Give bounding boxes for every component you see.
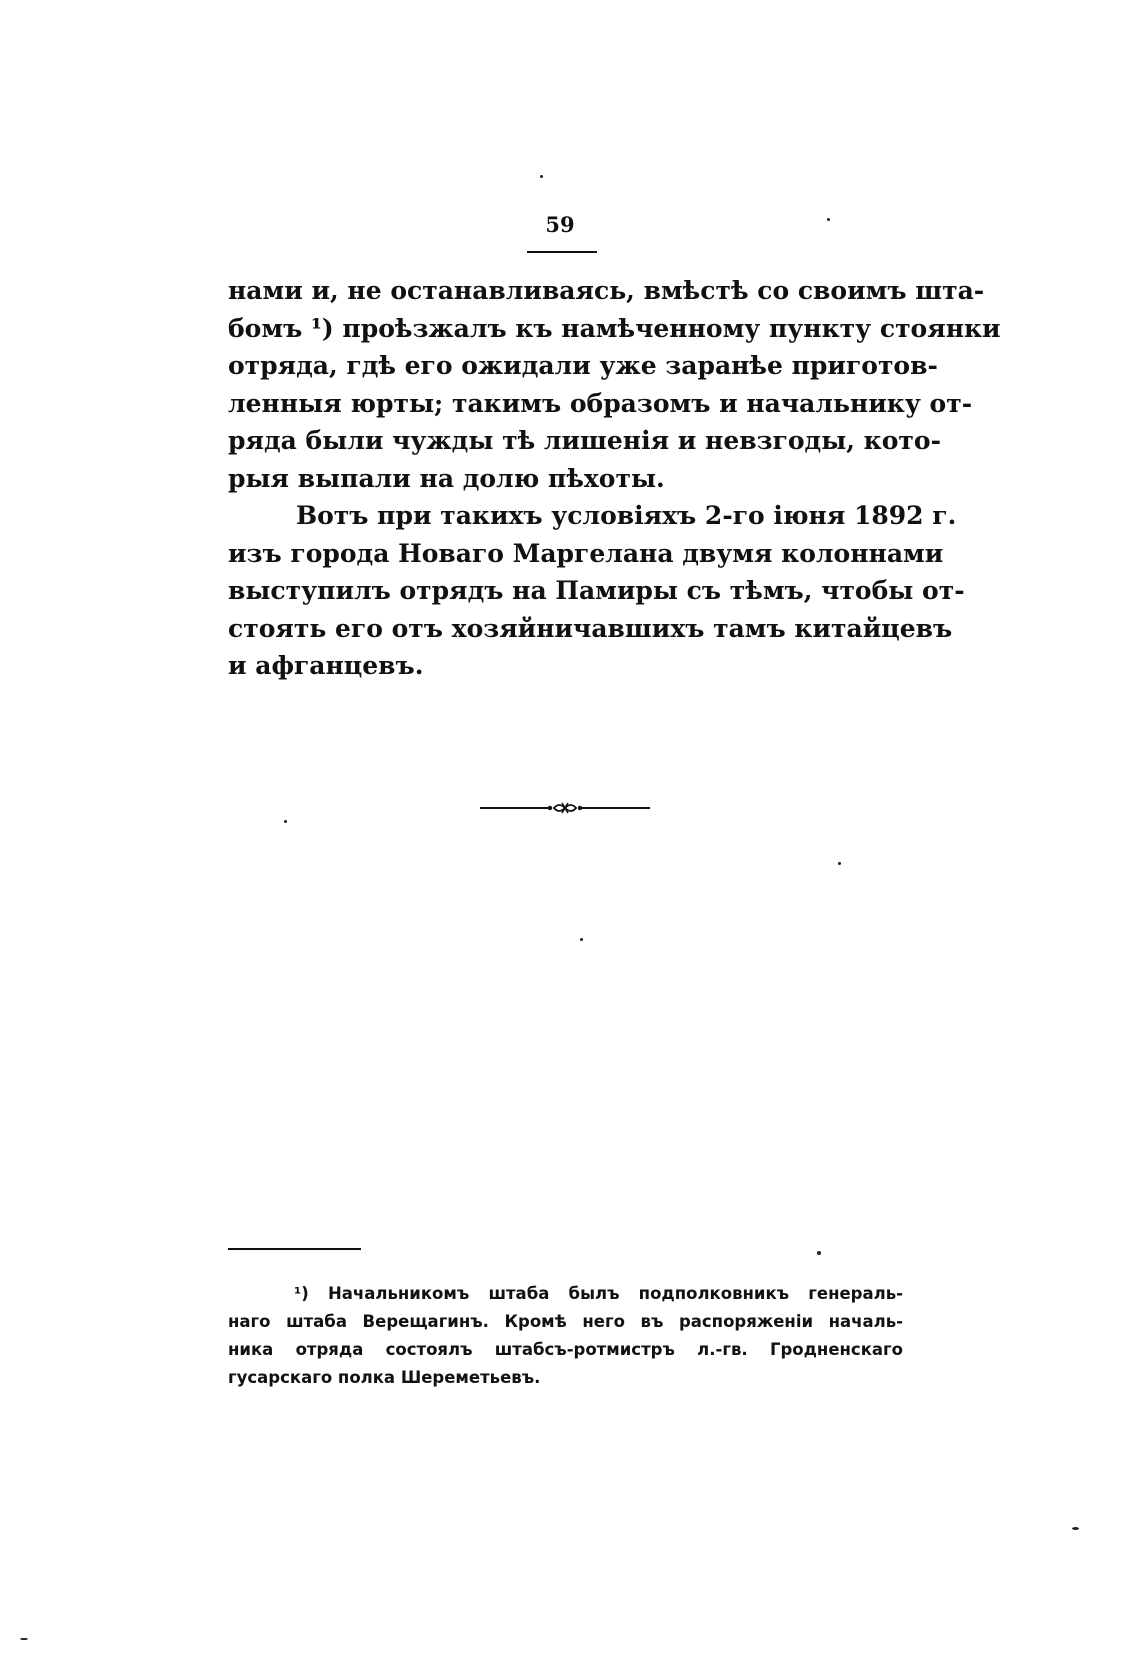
footnote <box>228 1280 903 1392</box>
body-line: ряда были чужды тѣ лишенія и невзгоды, кото- <box>228 426 941 455</box>
body-line: ленныя юрты; такимъ образомъ и начальнику от- <box>228 388 973 418</box>
scan-speck <box>838 862 841 865</box>
body-line: рыя выпали на долю пѣхоты. <box>228 463 665 493</box>
body-line: нами и, не останавливаясь, вмѣстѣ со своимъ шта- <box>228 276 985 305</box>
page-number-rule <box>527 251 597 253</box>
fleuron-divider-icon <box>480 800 650 816</box>
scan-speck <box>284 820 287 823</box>
body-line: Вотъ при такихъ условіяхъ 2-го іюня 1892 г. <box>296 501 957 530</box>
scan-speck <box>580 938 583 941</box>
scan-speck <box>540 175 543 178</box>
footnote-line: гусарскаго полка Шереметьевъ. <box>228 1368 541 1387</box>
scan-speck <box>827 218 830 221</box>
body-line: и афганцевъ. <box>228 651 424 680</box>
body-line: бомъ ¹) проѣзжалъ къ намѣченному пункту стоянки <box>228 313 1001 343</box>
body-line: отряда, гдѣ его ожидали уже заранѣе приготов- <box>228 351 938 380</box>
footnote-line: ника отряда состоялъ штабсъ-ротмистръ л.-гв. Гродненскаго <box>228 1340 903 1359</box>
body-line: изъ города Новаго Маргелана двумя колоннами <box>228 538 944 568</box>
page-number: 59 <box>545 212 575 237</box>
body-text <box>228 272 1001 685</box>
scan-speck <box>1072 1527 1079 1530</box>
footnote-line: ¹) Начальникомъ штаба былъ подполковникъ генераль- <box>294 1284 903 1303</box>
footnote-line: наго штаба Верещагинъ. Кромѣ него въ распоряженіи началь- <box>228 1312 903 1331</box>
footnote-rule <box>228 1248 361 1250</box>
scan-speck <box>817 1251 821 1255</box>
body-line: выступилъ отрядъ на Памиры съ тѣмъ, чтобы от- <box>228 576 965 605</box>
scan-speck <box>20 1638 28 1640</box>
body-line: стоять его отъ хозяйничавшихъ тамъ китайцевъ <box>228 613 953 643</box>
